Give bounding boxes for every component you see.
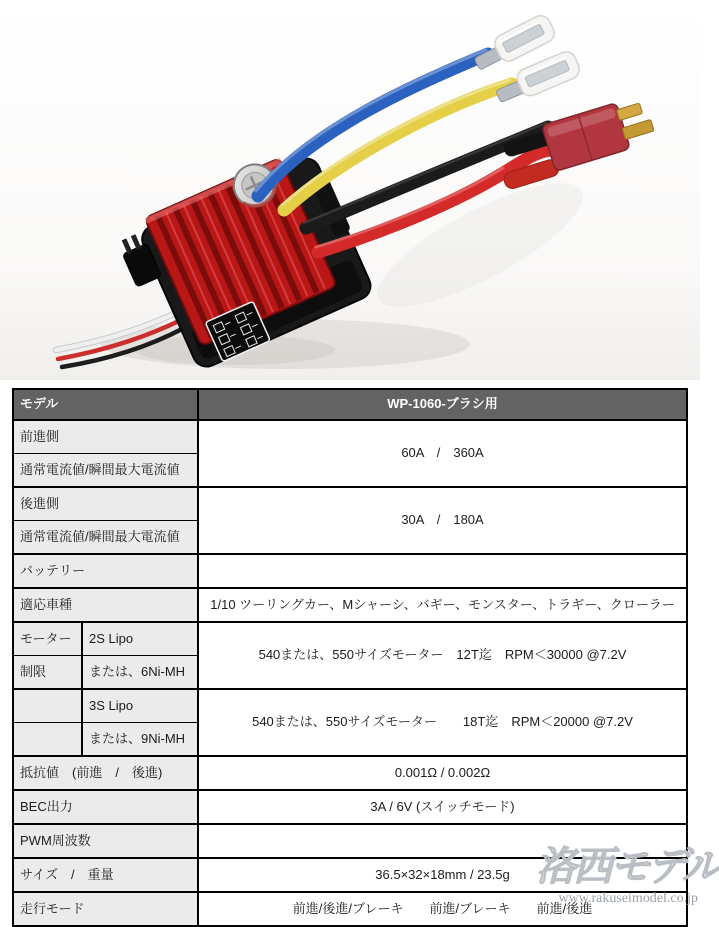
spec-motor-limit-3s-value: 540または、550サイズモーター 18T迄 RPM＜20000 @7.2V — [198, 689, 687, 756]
spec-motor-label: モーター — [13, 622, 82, 656]
table-row — [13, 420, 687, 454]
spec-battery-label: バッテリー — [13, 554, 198, 588]
spec-size-label: サイズ / 重量 — [13, 858, 198, 892]
table-row — [13, 554, 687, 588]
spec-forward-label: 前進側 — [13, 420, 198, 454]
spec-reverse-label: 後進側 — [13, 487, 198, 521]
product-name-header: WP-1060-ブラシ用 — [198, 389, 687, 420]
table-row — [13, 790, 687, 824]
spec-vehicle-value: 1/10 ツーリングカー、Mシャーシ、バギー、モンスター、トラギー、クローラー — [198, 588, 687, 622]
spec-bec-value: 3A / 6V (スイッチモード) — [198, 790, 687, 824]
spec-reverse-current-label: 通常電流値/瞬間最大電流値 — [13, 521, 198, 555]
esc-photo-illustration — [0, 0, 700, 380]
table-row — [13, 588, 687, 622]
spec-mode-value: 前進/後進/ブレーキ 前進/ブレーキ 前進/後進 — [198, 892, 687, 926]
table-row — [13, 858, 687, 892]
spec-resistance-value: 0.001Ω / 0.002Ω — [198, 756, 687, 790]
spec-limit-label: 制限 — [13, 656, 82, 690]
spec-9nimh-label: または、9Ni-MH — [82, 723, 198, 757]
product-photo — [0, 0, 700, 380]
spec-forward-current-label: 通常電流値/瞬間最大電流値 — [13, 454, 198, 488]
spec-resistance-label: 抵抗値 (前進 / 後進) — [13, 756, 198, 790]
spec-mode-label: 走行モード — [13, 892, 198, 926]
spec-vehicle-label: 適応車種 — [13, 588, 198, 622]
watermark-logo: 洛西モデル — [536, 845, 719, 889]
spec-reverse-value: 30A / 180A — [198, 487, 687, 554]
spec-table — [12, 388, 688, 927]
watermark-url: www.rakuseimodel.co.jp — [558, 891, 698, 906]
spec-battery-value — [198, 554, 687, 588]
spec-limit-blank — [13, 723, 82, 757]
spec-pwm-label: PWM周波数 — [13, 824, 198, 858]
table-row — [13, 487, 687, 521]
table-header-row — [13, 389, 687, 420]
spec-2s-lipo-label: 2S Lipo — [82, 622, 198, 656]
model-header: モデル — [13, 389, 198, 420]
spec-size-value: 36.5×32×18mm / 23.5g — [198, 858, 687, 892]
spec-limit-blank — [13, 689, 82, 723]
spec-bec-label: BEC出力 — [13, 790, 198, 824]
spec-3s-lipo-label: 3S Lipo — [82, 689, 198, 723]
table-row — [13, 756, 687, 790]
spec-pwm-value — [198, 824, 687, 858]
table-row — [13, 689, 687, 723]
spec-forward-value: 60A / 360A — [198, 420, 687, 487]
spec-6nimh-label: または、6Ni-MH — [82, 656, 198, 690]
spec-motor-limit-2s-value: 540または、550サイズモーター 12T迄 RPM＜30000 @7.2V — [198, 622, 687, 689]
table-row — [13, 824, 687, 858]
table-row — [13, 622, 687, 656]
